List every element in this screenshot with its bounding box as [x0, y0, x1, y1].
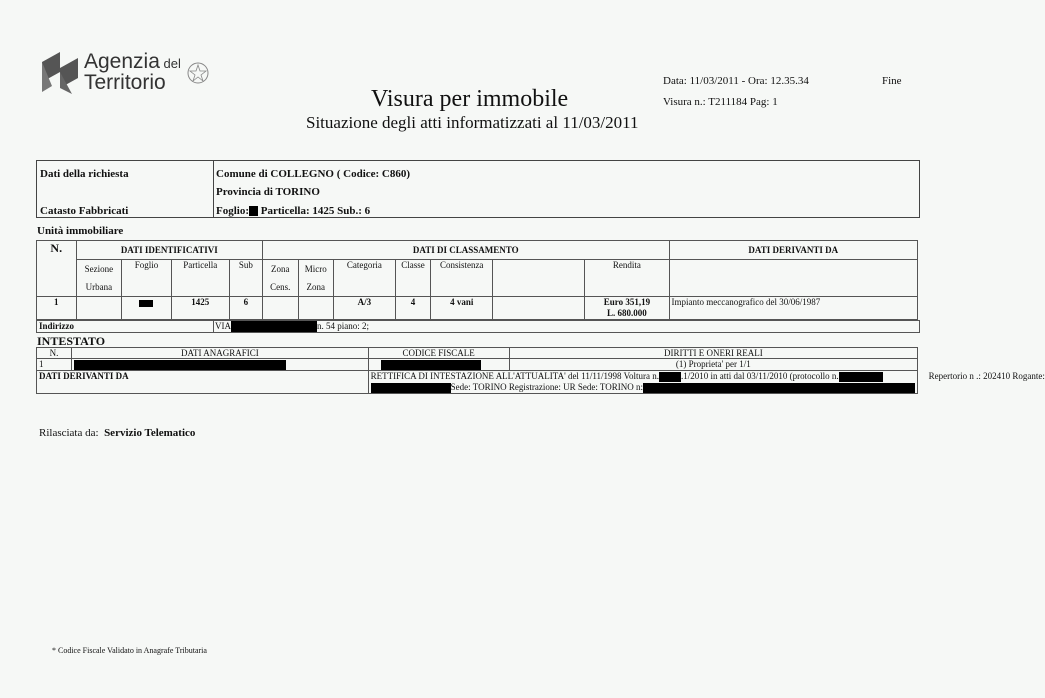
cell-micro	[298, 297, 333, 320]
col-sub: Sub	[229, 260, 262, 297]
redaction-block	[659, 372, 681, 382]
redaction-block	[371, 383, 451, 393]
foglio-text: Foglio: Particella: 1425 Sub.: 6	[216, 205, 371, 217]
dati-derivanti-header: DATI DERIVANTI DA	[669, 241, 918, 260]
cell-consistenza: 4 vani	[431, 297, 493, 320]
cell-foglio	[122, 297, 172, 320]
rilasciata-text: Rilasciata da: Servizio Telematico	[39, 427, 196, 439]
repertorio-text: Repertorio n .: 202410 Rogante:	[928, 370, 1045, 381]
col-categoria: Categoria	[333, 260, 395, 297]
col-derivanti-sub	[669, 260, 918, 297]
col-rendita: Rendita	[585, 260, 669, 297]
redaction-block	[381, 360, 481, 370]
cell-particella: 1425	[171, 297, 229, 320]
col-sezione: Sezione Urbana	[76, 260, 122, 297]
indirizzo-label: Indirizzo	[39, 321, 74, 331]
int-col-n: N.	[37, 348, 72, 359]
cell-categoria: A/3	[333, 297, 395, 320]
logo-text-territorio: Territorio	[84, 71, 166, 94]
catasto-label: Catasto Fabbricati	[40, 205, 129, 217]
redaction-block	[231, 321, 317, 332]
cell-derivanti: Impianto meccanografico del 30/06/1987	[669, 297, 918, 320]
logo-text-agenzia: Agenzia del	[84, 50, 181, 73]
dati-classamento-header: DATI DI CLASSAMENTO	[263, 241, 669, 260]
cell-rendita: Euro 351,19 L. 680.000	[585, 297, 669, 320]
col-micro-zona: Micro Zona	[298, 260, 333, 297]
footnote: * Codice Fiscale Validato in Anagrafe Tributaria	[52, 646, 207, 655]
cell-sub: 6	[229, 297, 262, 320]
col-consistenza: Consistenza	[431, 260, 493, 297]
int-cell-anagrafici	[72, 359, 369, 371]
date-time-text: Data: 11/03/2011 - Ora: 12.35.34	[663, 75, 809, 87]
int-cell-diritti: (1) Proprieta' per 1/1	[509, 359, 917, 371]
agenzia-logo-icon	[38, 48, 82, 96]
col-zona-cens: Zona Cens.	[263, 260, 298, 297]
redaction-block	[643, 383, 915, 393]
col-n-header: N.	[37, 241, 77, 297]
table-row	[37, 370, 918, 393]
redaction-block	[839, 372, 883, 382]
redaction-block	[139, 300, 153, 307]
emblem-icon	[186, 58, 210, 88]
int-derivanti-label: DATI DERIVANTI DA	[37, 370, 369, 393]
cell-empty	[493, 297, 585, 320]
indirizzo-divider	[213, 321, 214, 332]
indirizzo-value: VIA n. 54 piano: 2;	[215, 321, 369, 331]
richiesta-box	[36, 160, 920, 218]
indirizzo-row	[36, 320, 920, 333]
intestato-label: INTESTATO	[37, 334, 106, 348]
cell-n: 1	[37, 297, 77, 320]
fine-text: Fine	[882, 75, 902, 87]
int-cell-n: 1	[37, 359, 72, 371]
col-particella: Particella	[171, 260, 229, 297]
cell-zona	[263, 297, 298, 320]
redaction-block	[249, 206, 258, 216]
table-row	[37, 297, 918, 320]
comune-text: Comune di COLLEGNO ( Codice: C860)	[216, 168, 411, 180]
visura-number-text: Visura n.: T211184 Pag: 1	[663, 96, 778, 108]
col-empty	[493, 260, 585, 297]
richiesta-divider	[213, 160, 214, 217]
unita-label: Unità immobiliare	[37, 225, 124, 237]
unita-table	[36, 240, 918, 320]
col-classe: Classe	[395, 260, 430, 297]
cell-sezione	[76, 297, 122, 320]
int-cell-codice-fiscale	[368, 359, 509, 371]
int-derivanti-value: RETTIFICA DI INTESTAZIONE ALL'ATTUALITA' del 11/11/1998 Voltura n. .1/2010 in atti dal 03/11/2010 (protocollo n. Repertorio n .: 202410 Rogante: Sede: TORINO Registrazione: UR Sede: TORINO n:	[368, 370, 917, 393]
richiesta-label: Dati della richiesta	[40, 168, 129, 180]
int-col-diritti: DIRITTI E ONERI REALI	[509, 348, 917, 359]
redaction-block	[74, 360, 286, 370]
dati-identificativi-header: DATI IDENTIFICATIVI	[76, 241, 263, 260]
intestato-table	[36, 347, 1045, 394]
col-foglio: Foglio	[122, 260, 172, 297]
int-col-anagrafici: DATI ANAGRAFICI	[72, 348, 369, 359]
table-row	[37, 359, 918, 371]
provincia-text: Provincia di TORINO	[216, 186, 320, 198]
int-col-codice-fiscale: CODICE FISCALE	[368, 348, 509, 359]
cell-classe: 4	[395, 297, 430, 320]
page-title: Visura per immobile	[371, 86, 569, 112]
page-subtitle: Situazione degli atti informatizzati al 11/03/2011	[306, 113, 639, 132]
